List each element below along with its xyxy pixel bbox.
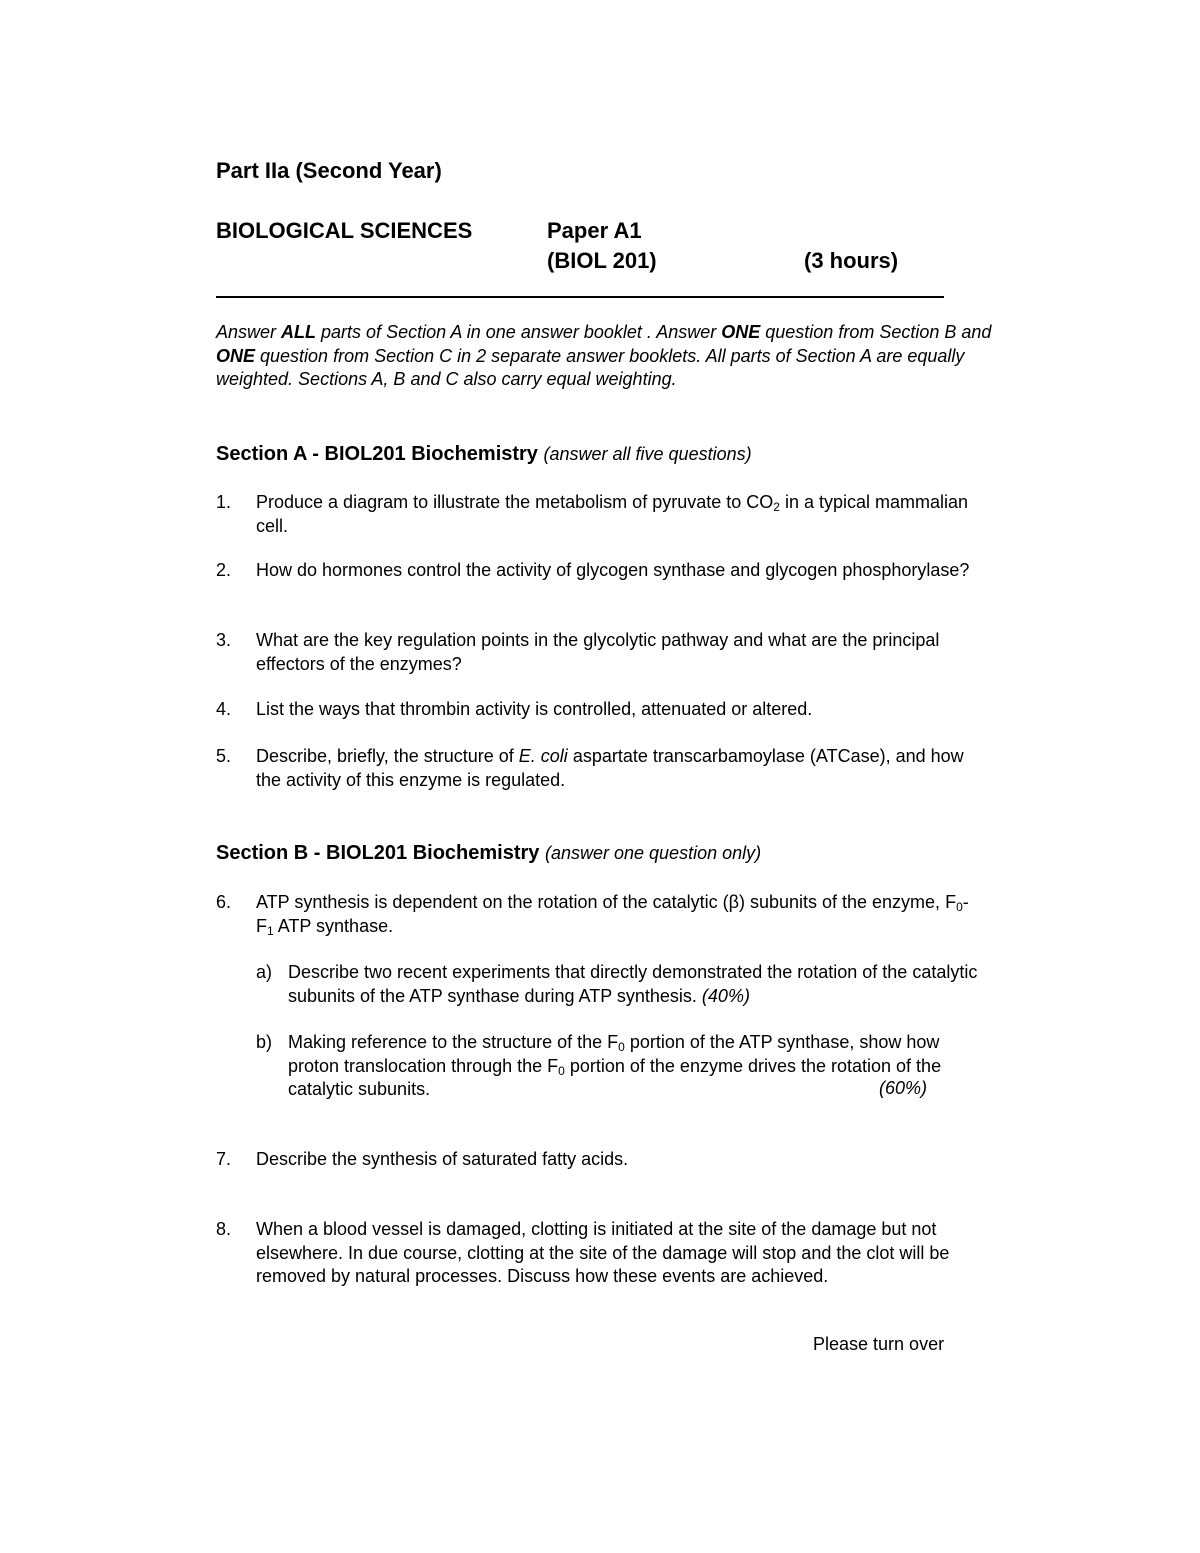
header-divider <box>216 296 944 298</box>
section-b-heading: Section B - BIOL201 Biochemistry (answer one question only) <box>216 842 762 864</box>
paper-title: Paper A1 <box>547 218 642 243</box>
exam-page: Part IIa (Second Year) BIOLOGICAL SCIENCES Paper A1 (BIOL 201) (3 hours) Answer ALL parts of Section A in one answer booklet . Answer ONE question from Section B and ONE question from Section C in 2 separate answer booklets. All parts of Section A are equally weighted. Sections A, B and C also carry equal weighting. Section A - BIOL201 Biochemistry (answer all five questions) 1. Produce a diagram to illustrate the metabolism of pyruvate to $CO_2$ in a typical mammalian cell. 2. How do hormones control the activity of glycogen synthase and glycogen phosphorylase? 3. What are the key regulation points in the glycolytic pathway and what are the principal effectors of the enzymes? 4. List the ways that thrombin activity is controlled, attenuated or altered. 5. Describe, briefly, the structure of E. coli aspartate transcarbamoylase (ATCase), and how the activity of this enzyme is regulated. Section B - BIOL201 Biochemistry (answer one question only) 6. ATP synthesis is dependent on the rotation of the catalytic (β) subunits of the enzyme, $F_0-F_1$ ATP synthase. a) Describe two recent experiments that directly demonstrated the rotation of the catalytic subunits of the ATP synthase during ATP synthesis. (40%) b) Making reference to the structure of the $F_0$ portion of the ATP synthase, show how proton translocation through the $F_0$ portion of the enzyme drives the rotation of the catalytic subunits. (60%) 7. Describe the synthesis of saturated fatty acids. 8. When a blood vessel is damaged, clotting is initiated at the site of the damage but not elsewhere. In due course, clotting at the site of the damage will stop and the clot will be removed by natural processes. Discuss how these events are achieved. Please turn over <box>0 0 1200 1553</box>
part-heading: Part IIa (Second Year) <box>216 158 442 183</box>
department-title: BIOLOGICAL SCIENCES <box>216 218 473 243</box>
turn-over-note: Please turn over <box>813 1334 945 1354</box>
exam-instructions: Answer ALL parts of Section A in one answer booklet . Answer ONE question from Section B and ONE question from Section C in 2 separate answer booklets. All parts of Section A are equally weighted. Sections A, B and C also carry equal weighting. <box>216 322 992 389</box>
section-a-heading: Section A - BIOL201 Biochemistry (answer all five questions) <box>216 443 752 465</box>
question-6b-mark: (60%) <box>879 1078 928 1098</box>
course-code: (BIOL 201) <box>547 248 657 273</box>
exam-duration: (3 hours) <box>804 248 899 273</box>
